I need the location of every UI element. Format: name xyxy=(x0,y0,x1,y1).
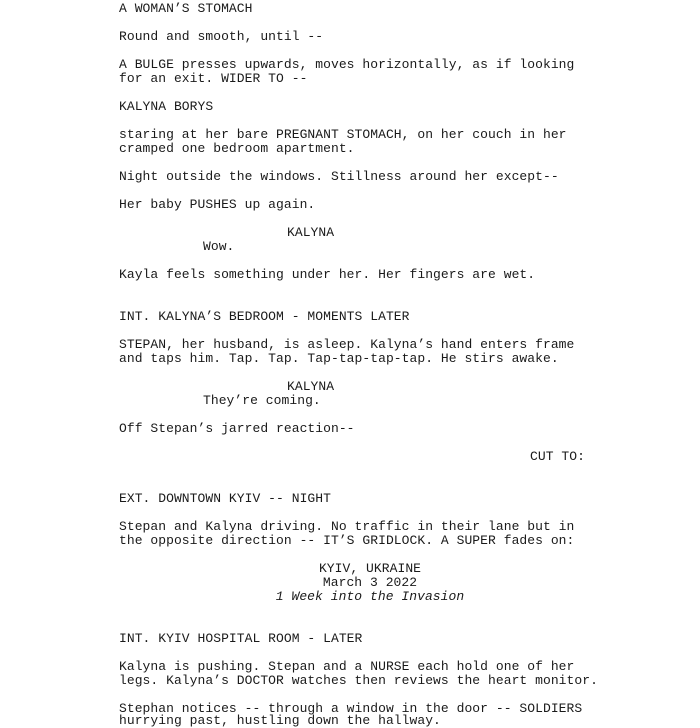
action-line: Stephan notices -- through a window in the door -- SOLDIERS xyxy=(119,701,583,716)
scene-heading: INT. KYIV HOSPITAL ROOM - LATER xyxy=(119,631,363,646)
action-line: cramped one bedroom apartment. xyxy=(119,141,355,156)
character-cue: KALYNA xyxy=(287,379,335,394)
character-cue: KALYNA xyxy=(287,225,335,240)
super-location: KYIV, UKRAINE xyxy=(318,561,422,576)
shot-heading: A WOMAN’S STOMACH xyxy=(119,1,253,16)
super-caption: 1 Week into the Invasion xyxy=(275,589,465,604)
scene-heading: INT. KALYNA’S BEDROOM - MOMENTS LATER xyxy=(119,309,410,324)
action-line: the opposite direction -- IT’S GRIDLOCK. A SUPER fades on: xyxy=(119,533,575,548)
action-line: staring at her bare PREGNANT STOMACH, on her couch in her xyxy=(119,127,567,142)
shot-heading: KALYNA BORYS xyxy=(119,99,214,114)
action-line: Kalyna is pushing. Stepan and a NURSE each hold one of her xyxy=(119,659,575,674)
action-line: Her baby PUSHES up again. xyxy=(119,197,316,212)
transition: CUT TO: xyxy=(530,449,585,464)
action-line: Off Stepan’s jarred reaction-- xyxy=(119,421,355,436)
action-line: hurrying past, hustling down the hallway. xyxy=(119,713,441,728)
action-line: STEPAN, her husband, is asleep. Kalyna’s hand enters frame xyxy=(119,337,575,352)
action-line: legs. Kalyna’s DOCTOR watches then reviews the heart monitor. xyxy=(119,673,598,688)
action-line: for an exit. WIDER TO -- xyxy=(119,71,308,86)
action-line: and taps him. Tap. Tap. Tap-tap-tap-tap. He stirs awake. xyxy=(119,351,559,366)
scene-heading: EXT. DOWNTOWN KYIV -- NIGHT xyxy=(119,491,331,506)
action-line: Round and smooth, until -- xyxy=(119,29,324,44)
dialogue-line: Wow. xyxy=(203,239,235,254)
dialogue-line: They’re coming. xyxy=(203,393,321,408)
action-line: Stepan and Kalyna driving. No traffic in their lane but in xyxy=(119,519,575,534)
action-line: Night outside the windows. Stillness around her except-- xyxy=(119,169,559,184)
super-date: March 3 2022 xyxy=(322,575,418,590)
action-line: Kayla feels something under her. Her fingers are wet. xyxy=(119,267,536,282)
action-line: A BULGE presses upwards, moves horizontally, as if looking xyxy=(119,57,575,72)
